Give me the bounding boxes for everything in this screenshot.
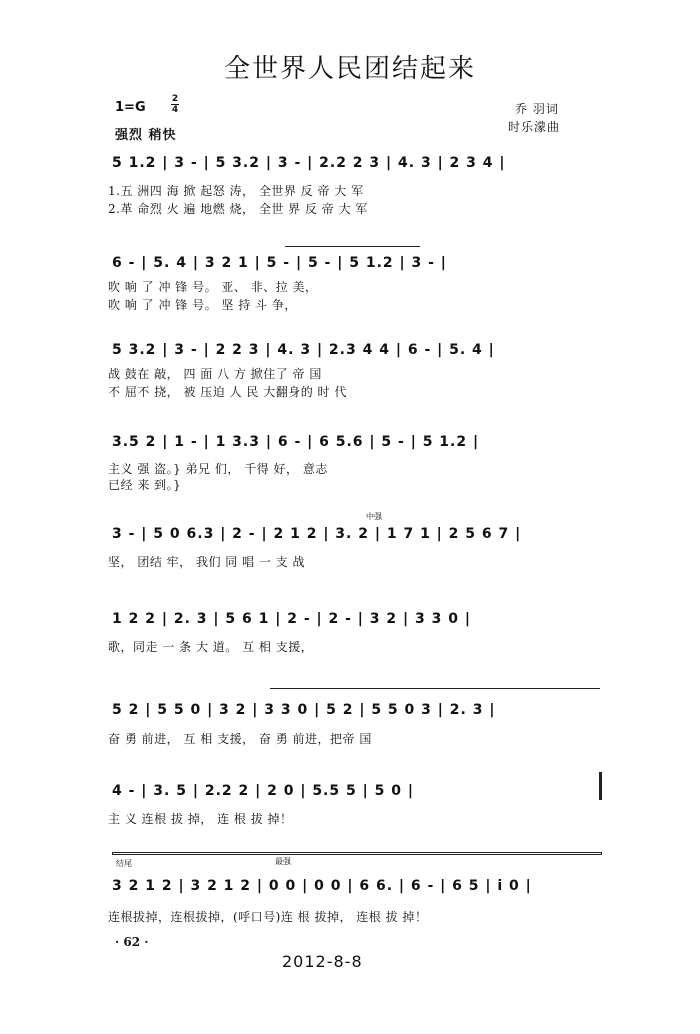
time-signature: [171, 94, 179, 115]
notation-line: 5 3.2 | 3 - | 2 2 3 | 4. 3 | 2.3 4 4 | 6 - | 5. 4 |: [112, 342, 495, 358]
composer-credit: 时乐濛曲: [508, 120, 561, 134]
lyric-line-verse-1: 吹 响 了 冲 锋 号。 亚、 非、拉 美，: [108, 280, 318, 294]
song-title: 全世界人民团结起来: [223, 54, 476, 84]
lyric-line-verse-2: 吹 响 了 冲 锋 号。 坚 持 斗 争，: [108, 298, 297, 312]
notation-line: 1 2 2 | 2. 3 | 5 6 1 | 2 - | 2 - | 3 2 | 3 3 0 |: [112, 611, 471, 627]
lyric-line-verse-2: 2.革 命烈 火 遍 地燃 烧， 全世 界 反 帝 大 军: [108, 202, 368, 216]
lyric-line-verse-1: 1.五 洲四 海 掀 起怒 涛， 全世界 反 帝 大 军: [108, 184, 364, 198]
notation-line: 4 - | 3. 5 | 2.2 2 | 2 0 | 5.5 5 | 5 0 |: [112, 783, 414, 799]
dynamic-marking: 中强: [366, 512, 382, 521]
tempo-marking: 强烈 稍快: [115, 128, 177, 143]
dynamic-marking: 最强: [275, 857, 291, 866]
lyric-line: 歌，同走 一 条 大 道。 互 相 支援，: [108, 640, 314, 654]
lyric-line: 奋 勇 前进， 互 相 支援， 奋 勇 前进，把帝 国: [108, 732, 372, 746]
date-stamp: 2012-8-8: [282, 952, 363, 971]
lyric-line-verse-2: 不 屈不 挠， 被 压迫 人 民 大翻身的 时 代: [108, 385, 347, 399]
notation-line: 3.5 2 | 1 - | 1 3.3 | 6 - | 6 5.6 | 5 - | 5 1.2 |: [112, 434, 480, 450]
lyricist-credit: 乔 羽词: [515, 102, 559, 116]
slur-line: [270, 688, 600, 689]
final-barline: [599, 772, 602, 800]
lyric-line: 主 义 连根 拔 掉， 连 根 拔 掉！: [108, 812, 293, 826]
notation-line: 3 2 1 2 | 3 2 1 2 | 0 0 | 0 0 | 6 6. | 6 - | 6 5 | i 0 |: [112, 878, 532, 894]
coda-bracket-top: [112, 852, 602, 855]
page-number: · 62 ·: [115, 935, 149, 949]
notation-line: 3 - | 5 0 6.3 | 2 - | 2 1 2 | 3. 2 | 1 7 1 | 2 5 6 7 |: [112, 526, 522, 542]
coda-label: 结尾: [116, 859, 132, 868]
slur-line: [285, 246, 420, 247]
lyric-line-verse-2: 已经 来 到。}: [108, 478, 182, 492]
lyric-line-verse-1: 主义 强 盗。} 弟兄 们， 千得 好， 意志: [108, 462, 328, 476]
notation-line: 5 1.2 | 3 - | 5 3.2 | 3 - | 2.2 2 3 | 4. 3 | 2 3 4 |: [112, 155, 506, 171]
time-signature-bottom: 4: [171, 105, 179, 115]
time-signature-top: 2: [171, 94, 179, 104]
lyric-line-verse-1: 战 鼓在 敲， 四 面 八 方 掀住了 帝 国: [108, 367, 322, 381]
key-signature: 1=G: [115, 100, 146, 115]
notation-line: 5 2 | 5 5 0 | 3 2 | 3 3 0 | 5 2 | 5 5 0 3 | 2. 3 |: [112, 702, 496, 718]
lyric-line: 连根拔掉，连根拔掉，(呼口号)连 根 拔掉， 连根 拔 掉！: [108, 910, 428, 924]
notation-line: 6 - | 5. 4 | 3 2 1 | 5 - | 5 - | 5 1.2 | 3 - |: [112, 255, 447, 271]
lyric-line: 坚， 团结 牢， 我们 同 唱 一 支 战: [108, 555, 306, 569]
